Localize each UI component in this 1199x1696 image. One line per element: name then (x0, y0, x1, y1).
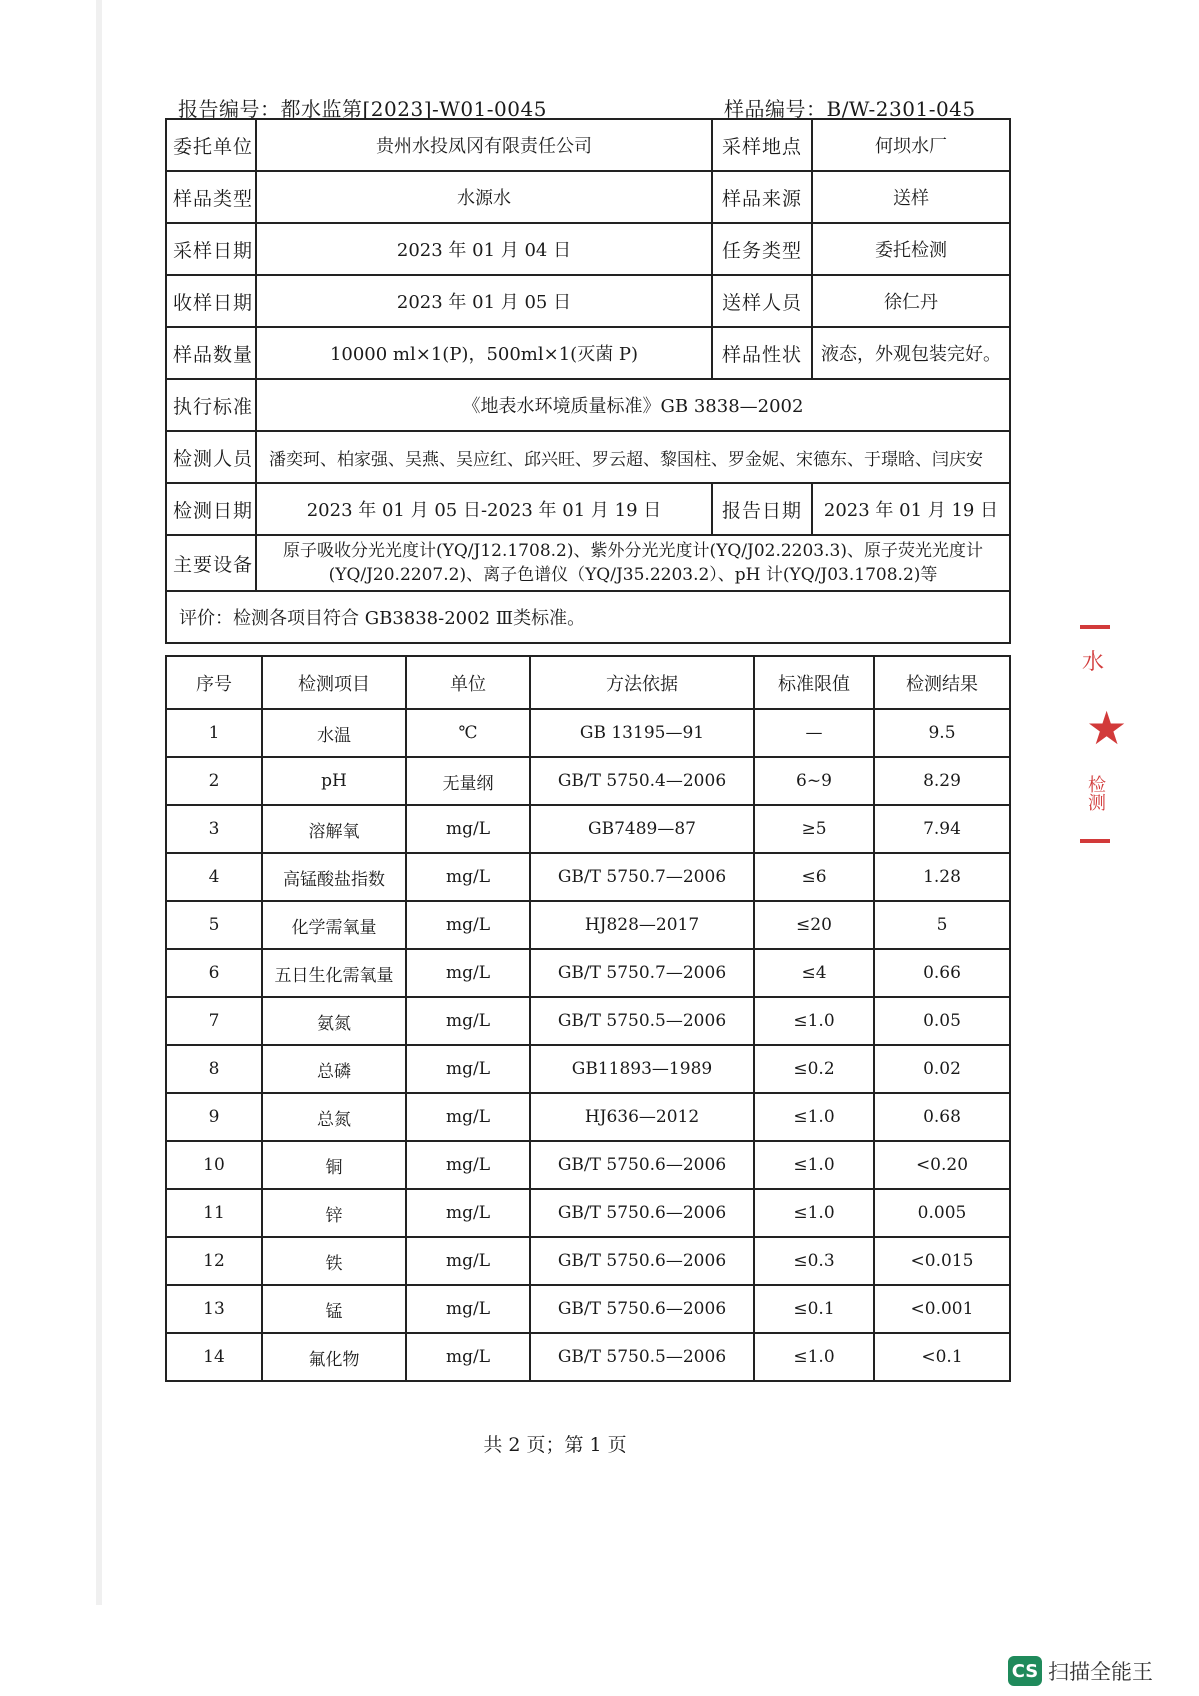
cell-unit: mg/L (406, 1093, 530, 1141)
type-value: 水源水 (256, 171, 712, 223)
report-number: 报告编号：都水监第[2023]-W01-0045 (178, 97, 547, 121)
result-row (166, 1333, 1010, 1381)
testers-label: 检测人员 (166, 431, 256, 483)
result-row (166, 1045, 1010, 1093)
cell-unit: mg/L (406, 1045, 530, 1093)
cell-result: 0.02 (874, 1045, 1010, 1093)
cell-unit: mg/L (406, 949, 530, 997)
quantity-value: 10000 ml×1(P)，500ml×1(灭菌 P) (256, 327, 712, 379)
equipment-label: 主要设备 (166, 535, 256, 591)
seal-bar-bottom (1080, 839, 1110, 843)
cell-item: 氨氮 (262, 997, 406, 1045)
cell-index: 5 (166, 901, 262, 949)
cell-limit: ≤4 (754, 949, 874, 997)
cell-method: GB/T 5750.6—2006 (530, 1189, 754, 1237)
cell-unit: mg/L (406, 1285, 530, 1333)
results-table (165, 655, 1011, 1382)
cell-unit: mg/L (406, 1237, 530, 1285)
cell-limit: ≤0.2 (754, 1045, 874, 1093)
red-seal (1080, 625, 1128, 843)
seal-bar-top (1080, 625, 1110, 629)
sender-label: 送样人员 (712, 275, 812, 327)
equipment-value: 原子吸收分光光度计(YQ/J12.1708.2)、紫外分光光度计(YQ/J02.2203.3)、原子荧光光度计(YQ/J20.2207.2)、离子色谱仪（YQ/J35.2203.2）、pH 计(YQ/J03.1708.2)等 (256, 535, 1010, 591)
header-result: 检测结果 (874, 656, 1010, 709)
cell-result: <0.015 (874, 1237, 1010, 1285)
seal-text-bottom: 检测 (1085, 775, 1106, 811)
cell-unit: 无量纲 (406, 757, 530, 805)
cell-method: HJ636—2012 (530, 1093, 754, 1141)
cell-limit: ≤1.0 (754, 1093, 874, 1141)
cell-item: 五日生化需氧量 (262, 949, 406, 997)
cell-item: 总磷 (262, 1045, 406, 1093)
header-method: 方法依据 (530, 656, 754, 709)
results-body (166, 709, 1010, 1381)
cell-unit: mg/L (406, 805, 530, 853)
cell-index: 10 (166, 1141, 262, 1189)
task-value: 委托检测 (812, 223, 1010, 275)
result-row (166, 1141, 1010, 1189)
quantity-label: 样品数量 (166, 327, 256, 379)
cell-limit: ≤1.0 (754, 1141, 874, 1189)
cell-index: 12 (166, 1237, 262, 1285)
cell-index: 8 (166, 1045, 262, 1093)
cell-index: 14 (166, 1333, 262, 1381)
cell-item: 锰 (262, 1285, 406, 1333)
cell-method: GB7489—87 (530, 805, 754, 853)
cell-item: 铜 (262, 1141, 406, 1189)
cell-index: 3 (166, 805, 262, 853)
cell-index: 4 (166, 853, 262, 901)
results-header-row (166, 656, 1010, 709)
cell-method: GB/T 5750.7—2006 (530, 853, 754, 901)
cell-method: GB/T 5750.7—2006 (530, 949, 754, 997)
cell-item: 高锰酸盐指数 (262, 853, 406, 901)
cell-item: pH (262, 757, 406, 805)
client-value: 贵州水投凤冈有限责任公司 (256, 119, 712, 171)
evaluation: 评价：检测各项目符合 GB3838-2002 Ⅲ类标准。 (166, 591, 1010, 643)
cell-unit: ℃ (406, 709, 530, 757)
cell-limit: — (754, 709, 874, 757)
testers-value: 潘奕珂、柏家强、吴燕、吴应红、邱兴旺、罗云超、黎国柱、罗金妮、宋德东、于璟晗、闫庆安 (256, 431, 1010, 483)
info-table (165, 118, 1011, 644)
scan-edge (96, 0, 102, 1605)
cell-method: GB 13195—91 (530, 709, 754, 757)
header-item: 检测项目 (262, 656, 406, 709)
cell-result: 0.05 (874, 997, 1010, 1045)
cell-limit: ≥5 (754, 805, 874, 853)
cell-limit: ≤0.3 (754, 1237, 874, 1285)
test-date-label: 检测日期 (166, 483, 256, 535)
receive-date-label: 收样日期 (166, 275, 256, 327)
sender-value: 徐仁丹 (812, 275, 1010, 327)
cell-method: GB/T 5750.6—2006 (530, 1237, 754, 1285)
cell-index: 1 (166, 709, 262, 757)
cell-method: GB/T 5750.4—2006 (530, 757, 754, 805)
cell-limit: ≤20 (754, 901, 874, 949)
cell-unit: mg/L (406, 1189, 530, 1237)
type-label: 样品类型 (166, 171, 256, 223)
cell-item: 氟化物 (262, 1333, 406, 1381)
cell-result: 7.94 (874, 805, 1010, 853)
result-row (166, 805, 1010, 853)
cell-item: 水温 (262, 709, 406, 757)
cell-result: <0.20 (874, 1141, 1010, 1189)
cell-method: HJ828—2017 (530, 901, 754, 949)
sampling-date-label: 采样日期 (166, 223, 256, 275)
scanner-app-name: 扫描全能王 (1048, 1660, 1153, 1684)
cell-method: GB11893—1989 (530, 1045, 754, 1093)
cell-index: 7 (166, 997, 262, 1045)
camscanner-logo-icon: CS (1008, 1656, 1042, 1686)
cell-item: 铁 (262, 1237, 406, 1285)
result-row (166, 1189, 1010, 1237)
cell-result: 1.28 (874, 853, 1010, 901)
cell-method: GB/T 5750.6—2006 (530, 1285, 754, 1333)
task-label: 任务类型 (712, 223, 812, 275)
scanner-watermark (1008, 1656, 1153, 1686)
sampling-date-value: 2023 年 01 月 04 日 (256, 223, 712, 275)
cell-result: 0.66 (874, 949, 1010, 997)
cell-limit: ≤1.0 (754, 997, 874, 1045)
result-row (166, 949, 1010, 997)
test-date-value: 2023 年 01 月 05 日-2023 年 01 月 19 日 (256, 483, 712, 535)
cell-limit: ≤1.0 (754, 1189, 874, 1237)
cell-index: 9 (166, 1093, 262, 1141)
cell-index: 11 (166, 1189, 262, 1237)
site-label: 采样地点 (712, 119, 812, 171)
nature-value: 液态，外观包装完好。 (812, 327, 1010, 379)
cell-limit: 6~9 (754, 757, 874, 805)
seal-text-top: 水 (1082, 650, 1105, 675)
site-value: 何坝水厂 (812, 119, 1010, 171)
cell-limit: ≤1.0 (754, 1333, 874, 1381)
cell-index: 13 (166, 1285, 262, 1333)
page-footer: 共 2 页；第 1 页 (483, 1434, 627, 1456)
receive-date-value: 2023 年 01 月 05 日 (256, 275, 712, 327)
client-label: 委托单位 (166, 119, 256, 171)
result-row (166, 853, 1010, 901)
source-label: 样品来源 (712, 171, 812, 223)
standard-value: 《地表水环境质量标准》GB 3838—2002 (256, 379, 1010, 431)
cell-method: GB/T 5750.5—2006 (530, 997, 754, 1045)
cell-result: 8.29 (874, 757, 1010, 805)
result-row (166, 757, 1010, 805)
cell-unit: mg/L (406, 1333, 530, 1381)
cell-unit: mg/L (406, 901, 530, 949)
cell-limit: ≤0.1 (754, 1285, 874, 1333)
cell-unit: mg/L (406, 853, 530, 901)
cell-limit: ≤6 (754, 853, 874, 901)
sample-number: 样品编号：B/W-2301-045 (724, 97, 976, 121)
seal-star-icon: ★ (1086, 701, 1128, 755)
cell-method: GB/T 5750.5—2006 (530, 1333, 754, 1381)
cell-result: 5 (874, 901, 1010, 949)
cell-result: 9.5 (874, 709, 1010, 757)
report-date-value: 2023 年 01 月 19 日 (812, 483, 1010, 535)
result-row (166, 709, 1010, 757)
cell-item: 溶解氧 (262, 805, 406, 853)
cell-result: 0.68 (874, 1093, 1010, 1141)
source-value: 送样 (812, 171, 1010, 223)
result-row (166, 1285, 1010, 1333)
cell-item: 总氮 (262, 1093, 406, 1141)
cell-index: 6 (166, 949, 262, 997)
cell-method: GB/T 5750.6—2006 (530, 1141, 754, 1189)
cell-unit: mg/L (406, 997, 530, 1045)
cell-result: <0.1 (874, 1333, 1010, 1381)
cell-index: 2 (166, 757, 262, 805)
cell-item: 化学需氧量 (262, 901, 406, 949)
header-unit: 单位 (406, 656, 530, 709)
header-index: 序号 (166, 656, 262, 709)
cell-result: 0.005 (874, 1189, 1010, 1237)
report-date-label: 报告日期 (712, 483, 812, 535)
cell-unit: mg/L (406, 1141, 530, 1189)
header-limit: 标准限值 (754, 656, 874, 709)
result-row (166, 1093, 1010, 1141)
result-row (166, 1237, 1010, 1285)
result-row (166, 901, 1010, 949)
cell-item: 锌 (262, 1189, 406, 1237)
cell-result: <0.001 (874, 1285, 1010, 1333)
nature-label: 样品性状 (712, 327, 812, 379)
standard-label: 执行标准 (166, 379, 256, 431)
result-row (166, 997, 1010, 1045)
